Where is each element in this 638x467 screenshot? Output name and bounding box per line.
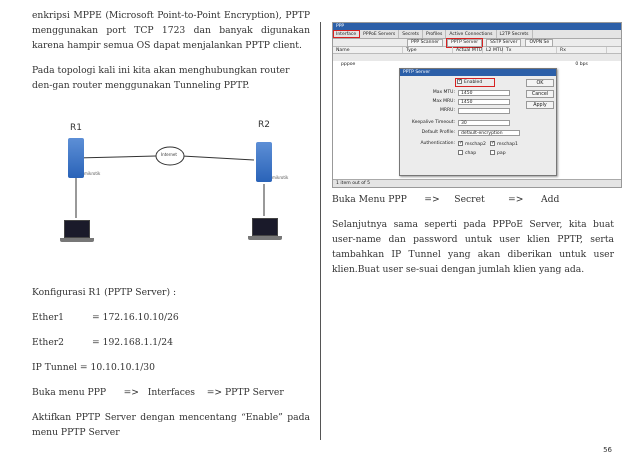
profile-select[interactable]: default-encryption	[458, 130, 520, 136]
checkbox-icon	[490, 150, 495, 155]
r1-label: R1	[70, 123, 82, 133]
dialog-title: PPTP Server	[400, 69, 556, 76]
page-number: 56	[603, 446, 612, 454]
winbox-status: 1 item out of 5	[333, 179, 621, 187]
max-mru-input[interactable]: 1450	[458, 99, 510, 105]
tab-secrets[interactable]: Secrets	[399, 30, 423, 38]
enabled-label: Enabled	[464, 80, 483, 85]
ip-tunnel: IP Tunnel = 10.10.10.1/30	[32, 362, 155, 373]
keepalive-row	[402, 119, 510, 126]
laptop-right-icon	[248, 218, 282, 242]
col-type[interactable]: Type	[403, 47, 453, 53]
laptop-left-icon	[60, 220, 94, 244]
network-topology-diagram	[32, 118, 312, 268]
max-mtu-input[interactable]: 1450	[458, 90, 510, 96]
tab-l2tp-secrets[interactable]: L2TP Secrets	[497, 30, 533, 38]
auth-pap[interactable]: pap	[490, 150, 506, 156]
menu-path-left: Buka menu PPP => Interfaces => PPTP Server	[32, 387, 284, 398]
ether1-value: = 172.16.10.10/26	[92, 312, 179, 323]
winbox-toolbar	[333, 39, 621, 47]
max-mtu-row	[402, 89, 510, 96]
r2-brand-label: mikrotik	[272, 175, 289, 180]
col-tx[interactable]: Tx	[503, 47, 557, 53]
tab-pppoe-servers[interactable]: PPPoE Servers	[360, 30, 399, 38]
ether1-key: Ether1	[32, 312, 64, 323]
mrru-input[interactable]	[458, 108, 510, 114]
auth-chap[interactable]: chap	[458, 150, 490, 156]
auth-mschap2[interactable]: ✓ mschap2	[458, 141, 490, 147]
checkbox-icon	[458, 150, 463, 155]
r1-brand-label: mikrotik	[84, 171, 101, 176]
mrru-row	[402, 107, 510, 114]
auth-label: Authentication:	[420, 141, 455, 146]
right-column	[332, 192, 614, 287]
max-mru-row	[402, 98, 510, 105]
ovpn-server-button[interactable]: OVPN Se	[525, 39, 553, 47]
col-name[interactable]: Name	[333, 47, 403, 53]
max-mru-label: Max MRU:	[432, 99, 455, 104]
pptp-server-dialog	[399, 68, 557, 176]
ether1-row	[32, 310, 310, 325]
col-rx[interactable]: Rx	[557, 47, 607, 53]
profile-row	[402, 129, 520, 136]
ok-button[interactable]: OK	[526, 79, 554, 87]
enabled-checkbox[interactable]	[456, 79, 494, 86]
r1-router-icon	[68, 138, 101, 178]
ether2-value: = 192.168.1.1/24	[92, 337, 173, 348]
auth-mschap1[interactable]: ✓ mschap1	[490, 141, 518, 147]
secret-paragraph: Selanjutnya sama seperti pada PPPoE Server, kita buat user-name dan password untuk user klien PPTP, serta tambahkan IP Tunnel yang akan diberikan untuk user klien.Buat user se-suai dengan jumlah klien yang ada.	[332, 219, 614, 275]
r2-label: R2	[258, 120, 270, 130]
pptp-server-button[interactable]: PPTP Server	[447, 39, 482, 47]
check-icon	[458, 141, 463, 146]
tab-interface[interactable]: Interface	[333, 30, 360, 38]
tab-profiles[interactable]: Profiles	[423, 30, 446, 38]
enable-note: Aktifkan PPTP Server dengan mencentang “Enable” pada menu PPTP Server	[32, 412, 310, 438]
keepalive-input[interactable]: 30	[458, 120, 510, 126]
interface-table-header	[333, 47, 621, 54]
left-column	[32, 8, 310, 103]
apply-button[interactable]: Apply	[526, 101, 554, 109]
tab-active-connections[interactable]: Active Connections	[446, 30, 496, 38]
cancel-button[interactable]: Cancel	[526, 90, 554, 98]
keepalive-label: Keepalive Timeout:	[411, 120, 455, 125]
column-divider	[320, 22, 321, 440]
ppp-scanner-button[interactable]: PPP Scanner	[407, 39, 443, 47]
check-icon	[490, 141, 495, 146]
col-l2-mtu[interactable]: L2 MTU	[483, 47, 503, 53]
row-name: pppoe	[341, 62, 356, 67]
sstp-server-button[interactable]: SSTP Server	[486, 39, 521, 47]
max-mtu-label: Max MTU:	[432, 90, 455, 95]
winbox-screenshot	[332, 22, 622, 188]
auth-row-2	[402, 149, 506, 156]
col-actual-mtu[interactable]: Actual MTU	[453, 47, 483, 53]
auth-row	[402, 140, 518, 147]
internet-label: Internet	[161, 152, 177, 157]
ether2-key: Ether2	[32, 337, 64, 348]
config-section	[32, 285, 310, 450]
row-rx: 0 bps	[575, 62, 588, 67]
table-row[interactable]	[333, 61, 621, 68]
topology-paragraph: Pada topologi kali ini kita akan menghubungkan router den-gan router menggunakan Tunneling PPTP.	[32, 65, 290, 91]
mrru-label: MRRU:	[440, 108, 455, 113]
ether2-row	[32, 335, 310, 350]
profile-label: Default Profile:	[421, 130, 455, 135]
check-icon	[457, 79, 462, 84]
menu-path-right: Buka Menu PPP => Secret => Add	[332, 194, 560, 205]
r2-router-icon	[256, 142, 289, 182]
intro-paragraph: enkripsi MPPE (Microsoft Point-to-Point Encryption), PPTP menggunakan port TCP 1723 dan banyak digunakan karena hampir semua OS dapat menjalankan PPTP client.	[32, 10, 310, 51]
winbox-title: PPP	[333, 23, 621, 30]
config-title: Konfigurasi R1 (PPTP Server) :	[32, 287, 177, 298]
